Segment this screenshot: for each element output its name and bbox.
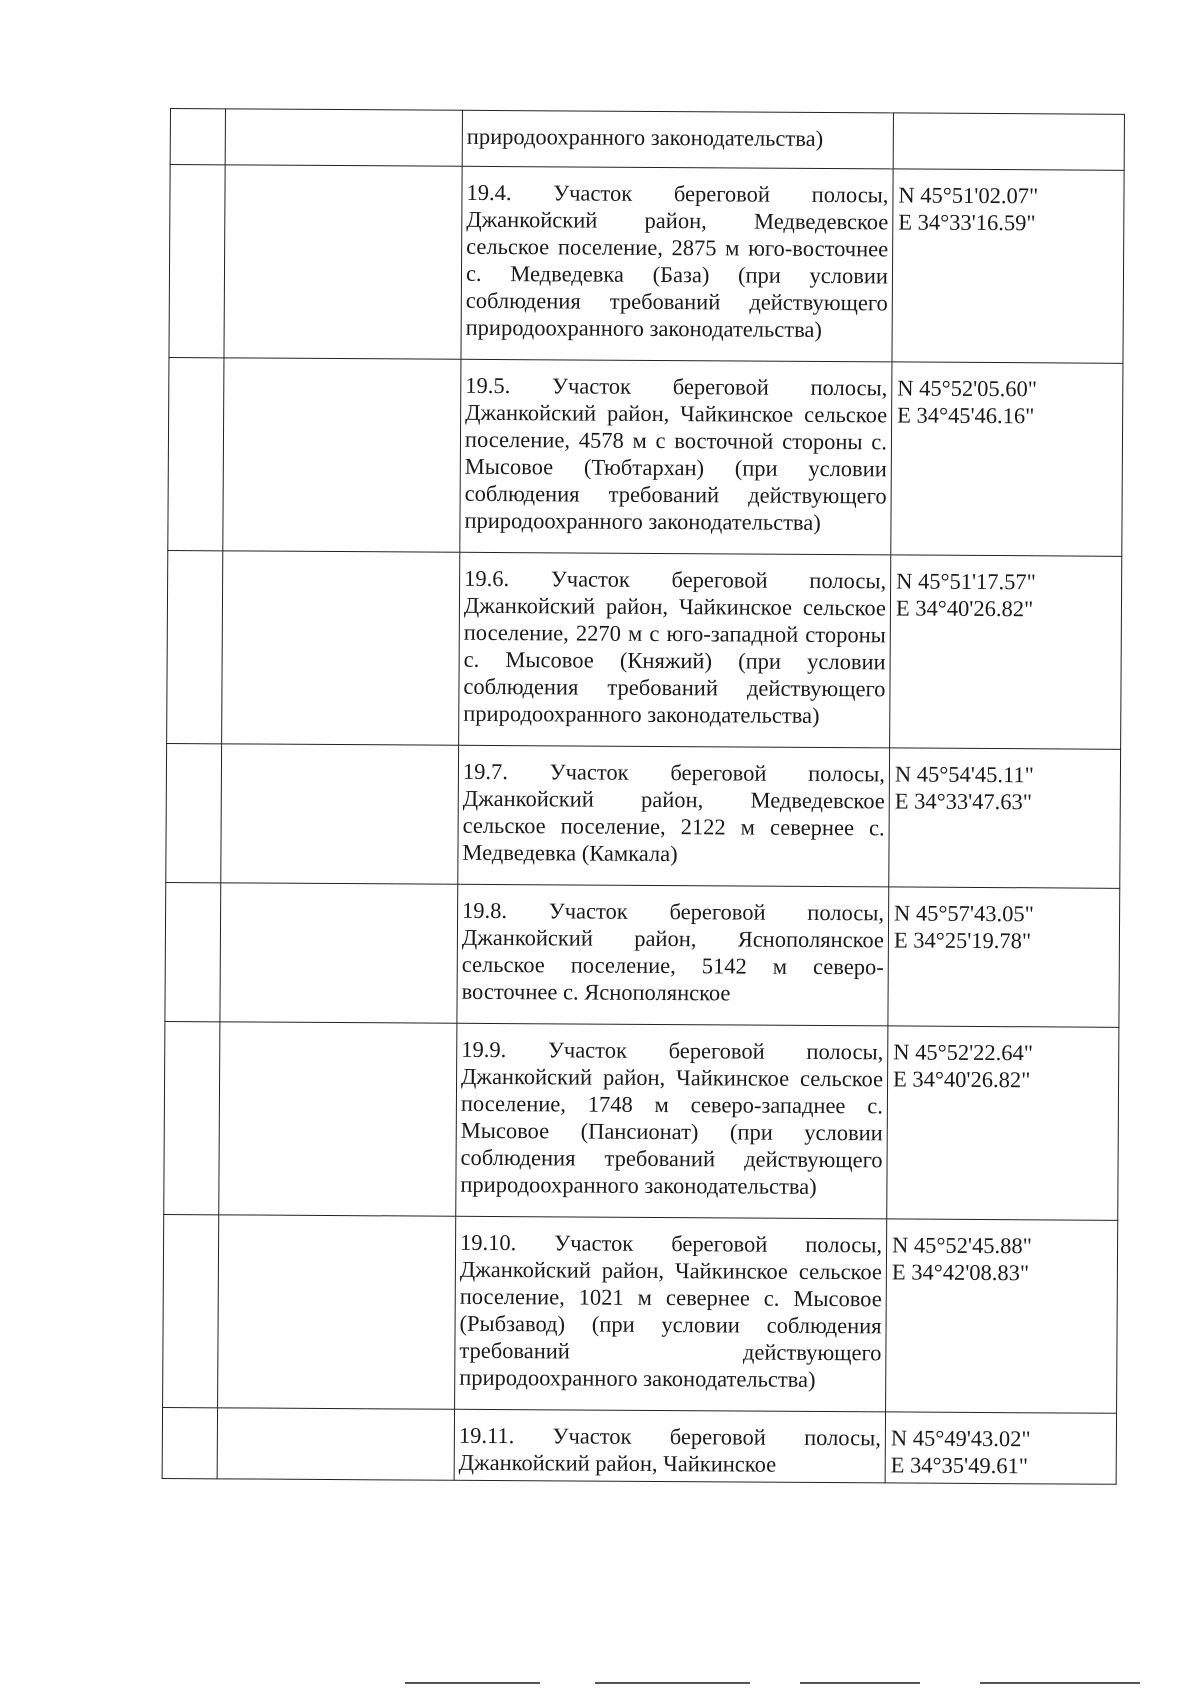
name-column-cell (217, 1408, 454, 1480)
scan-mark (405, 1682, 540, 1684)
latitude (899, 125, 1120, 126)
site-description-cell (461, 166, 893, 362)
longitude: E 34°35'49.61" (890, 1452, 1029, 1479)
latitude: N 45°52'05.60" (897, 375, 1038, 402)
scan-mark (800, 1682, 920, 1684)
site-description: 19.9. Участок береговой полосы, Джанкойский район, Чайкинское сельское поселение, 1748 м северо-западнее с. Мысовое (Пансионат) (при условии соблюдения требований действующего природоохранного законодательства) (460, 1036, 884, 1199)
site-description: 19.8. Участок береговой полосы, Джанкойский район, Яснополянское сельское поселение, 5142 м северо-восточнее с. Яснополянское (461, 897, 885, 1006)
name-column-cell (219, 1022, 457, 1216)
table-row (168, 357, 1123, 556)
site-description-cell (455, 1216, 887, 1412)
name-column-cell (225, 109, 462, 166)
number-column-cell (163, 1214, 219, 1407)
coordinates-cell (888, 887, 1120, 1027)
name-column-cell (223, 358, 461, 552)
longitude: E 34°25'19.78" (893, 927, 1032, 954)
coordinates-cell (886, 1219, 1118, 1413)
table-row (169, 165, 1124, 364)
coordinates-cell (893, 113, 1124, 170)
site-description: 19.10. Участок береговой полосы, Джанкойский район, Чайкинское сельское поселение, 1021 м севернее с. Мысовое (Рыбзавод) (при условии соблюдения требований действующего природоохранного законодательства) (459, 1229, 883, 1392)
site-description: 19.6. Участок береговой полосы, Джанкойский район, Чайкинское сельское поселение, 2270 м с юго-западной стороны с. Мысовое (Княжий) (при условии соблюдения требований действующего природоохранного законодательства) (463, 565, 887, 728)
site-description-cell (462, 110, 893, 169)
site-description-cell (454, 1409, 885, 1483)
name-column-cell (218, 1215, 456, 1409)
name-column-cell (220, 883, 458, 1023)
name-column-cell (221, 744, 459, 884)
number-column-cell (166, 743, 222, 882)
number-column-cell (168, 357, 224, 550)
latitude: N 45°54'45.11" (894, 761, 1034, 788)
latitude: N 45°52'45.88" (891, 1232, 1032, 1259)
site-description-cell (460, 359, 892, 555)
longitude (899, 125, 1120, 126)
table-row (170, 109, 1124, 171)
longitude: E 34°33'16.59" (898, 209, 1036, 236)
table-row (165, 882, 1120, 1027)
table-row (164, 1021, 1119, 1220)
number-column-cell (170, 109, 225, 165)
number-column-cell (164, 1021, 220, 1214)
site-description-cell (458, 745, 890, 887)
site-description: 19.7. Участок береговой полосы, Джанкойский район, Медведевское сельское поселение, 2122 м севернее с. Медведевка (Камкала) (462, 758, 886, 867)
longitude: E 34°40'26.82" (893, 1066, 1031, 1093)
table-row (166, 743, 1121, 888)
latitude: N 45°51'02.07" (898, 182, 1039, 209)
longitude: E 34°45'46.16" (897, 402, 1035, 429)
latitude: N 45°57'43.05" (894, 900, 1034, 927)
latitude: N 45°49'43.02" (890, 1425, 1031, 1452)
site-description-cell (459, 552, 891, 748)
longitude: E 34°42'08.83" (891, 1259, 1030, 1286)
table-row (162, 1407, 1116, 1484)
coordinates-cell (891, 362, 1123, 556)
coordinates-cell (892, 169, 1124, 363)
number-column-cell (169, 165, 225, 358)
table-row (163, 1214, 1118, 1413)
site-description-cell (457, 884, 889, 1026)
longitude: E 34°33'47.63" (894, 788, 1033, 815)
scan-mark (595, 1682, 750, 1684)
name-column-cell (224, 165, 462, 359)
number-column-cell (165, 882, 221, 1021)
site-description: 19.4. Участок береговой полосы, Джанкойский район, Медведевское сельское поселение, 2875 м юго-восточнее с. Медведевка (База) (при условии соблюдения требований действующего природоохранного законодательства) (465, 179, 889, 342)
scan-edge-marks (0, 1682, 1200, 1686)
number-column-cell (167, 550, 223, 743)
site-description: 19.11. Участок береговой полосы, Джанкойский район, Чайкинское (458, 1422, 881, 1477)
longitude: E 34°40'26.82" (895, 595, 1034, 622)
coordinates-table (162, 108, 1125, 1485)
site-description: природоохранного законодательства) (466, 123, 824, 151)
number-column-cell (162, 1407, 217, 1478)
name-column-cell (222, 551, 460, 745)
coordinates-cell (889, 748, 1121, 888)
coordinates-cell (890, 555, 1122, 749)
coordinates-cell (887, 1026, 1119, 1220)
site-description-cell (456, 1023, 888, 1219)
site-description: 19.5. Участок береговой полосы, Джанкойский район, Чайкинское сельское поселение, 4578 м с восточной стороны с. Мысовое (Тюбтархан) (при условии соблюдения требований действующего природоохранного законодательства) (464, 372, 888, 535)
scan-mark (980, 1682, 1140, 1684)
latitude: N 45°52'22.64" (893, 1039, 1034, 1066)
latitude: N 45°51'17.57" (896, 568, 1036, 595)
coordinates-cell (885, 1412, 1116, 1484)
table-row (167, 550, 1122, 749)
